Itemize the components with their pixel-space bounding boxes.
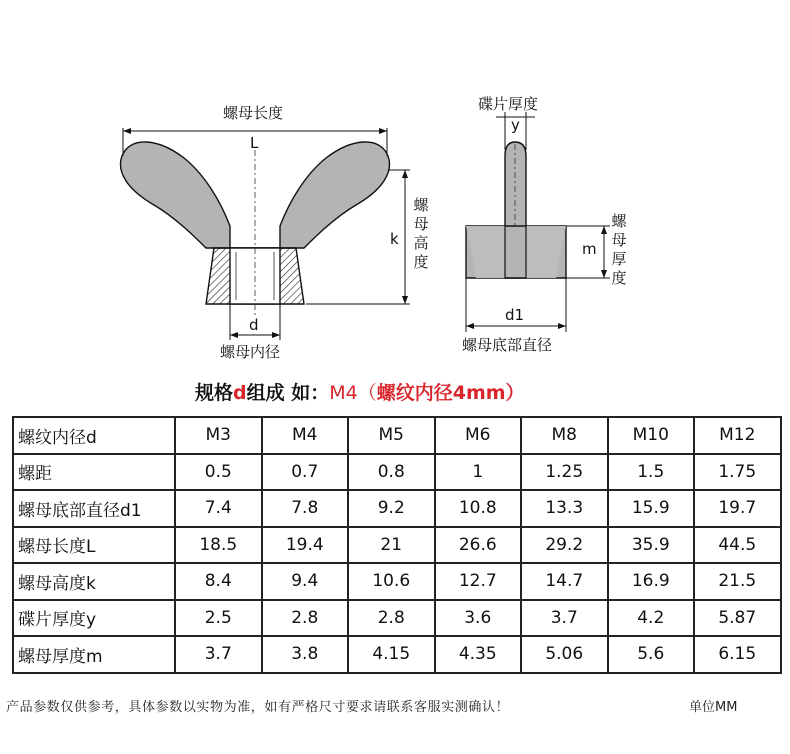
table-cell: 2.8 (348, 600, 435, 637)
length-title: 螺母长度 (223, 104, 284, 122)
spec-example: M4（ (329, 382, 377, 404)
base-thickness-title-char: 螺 (611, 212, 627, 230)
table-cell: 26.6 (435, 527, 522, 564)
table-cell: 6.15 (694, 636, 781, 673)
table-cell: 7.8 (262, 490, 349, 527)
table-cell: 4.15 (348, 636, 435, 673)
base-diameter-symbol: d1 (505, 306, 525, 324)
table-cell: 15.9 (608, 490, 695, 527)
table-row (13, 636, 781, 673)
height-title (412, 196, 430, 272)
table-cell: 18.5 (175, 527, 262, 564)
table-cell: 3.6 (435, 600, 522, 637)
table-cell: M12 (694, 417, 781, 454)
table-row (13, 454, 781, 491)
table-cell: 12.7 (435, 563, 522, 600)
height-title-char: 度 (413, 253, 429, 271)
table-cell: 1.25 (521, 454, 608, 491)
table-cell: 3.7 (521, 600, 608, 637)
spec-example-line (195, 378, 525, 405)
thickness-symbol: y (511, 116, 520, 134)
table-cell: 19.7 (694, 490, 781, 527)
height-title-char: 螺 (413, 196, 429, 214)
base-thickness-title (610, 212, 628, 288)
table-cell: 4.35 (435, 636, 522, 673)
row-header: 碟片厚度y (13, 600, 175, 637)
unit-label: 单位MM (689, 700, 738, 715)
table-cell: M4 (262, 417, 349, 454)
table-cell: 8.4 (175, 563, 262, 600)
base-thickness-symbol: m (582, 240, 597, 258)
row-header: 螺母长度L (13, 527, 175, 564)
spec-example-desc: 螺纹内径4mm） (376, 382, 525, 404)
table-cell: 1 (435, 454, 522, 491)
table-row (13, 490, 781, 527)
table-cell: 10.6 (348, 563, 435, 600)
table-cell: 1.75 (694, 454, 781, 491)
length-symbol: L (250, 134, 259, 152)
spec-table (12, 416, 782, 674)
front-view (120, 128, 410, 340)
table-cell: M8 (521, 417, 608, 454)
table-row (13, 417, 781, 454)
height-title-char: 高 (413, 234, 429, 252)
table-cell: 3.8 (262, 636, 349, 673)
table-cell: 19.4 (262, 527, 349, 564)
table-cell: 2.5 (175, 600, 262, 637)
row-header: 螺纹内径d (13, 417, 175, 454)
spec-d: d (233, 382, 247, 404)
table-cell: M3 (175, 417, 262, 454)
table-cell: 2.8 (262, 600, 349, 637)
table-cell: 0.7 (262, 454, 349, 491)
table-cell: 44.5 (694, 527, 781, 564)
table-cell: 9.4 (262, 563, 349, 600)
thickness-title: 碟片厚度 (478, 95, 539, 113)
inner-diameter-title: 螺母内径 (220, 343, 281, 361)
row-header: 螺距 (13, 454, 175, 491)
table-cell: 13.3 (521, 490, 608, 527)
table-cell: 10.8 (435, 490, 522, 527)
disclaimer-note: 产品参数仅供参考，具体参数以实物为准，如有严格尺寸要求请联系客服实测确认！ (6, 700, 510, 715)
table-cell: 4.2 (608, 600, 695, 637)
table-cell: 7.4 (175, 490, 262, 527)
table-cell: 9.2 (348, 490, 435, 527)
height-title-char: 母 (413, 215, 429, 233)
table-cell: 21 (348, 527, 435, 564)
table-row (13, 527, 781, 564)
table-cell: 5.6 (608, 636, 695, 673)
base-diameter-title: 螺母底部直径 (462, 336, 553, 354)
table-cell: 0.8 (348, 454, 435, 491)
row-header: 螺母高度k (13, 563, 175, 600)
spec-prefix: 规格 (195, 382, 234, 404)
table-row (13, 600, 781, 637)
table-row (13, 563, 781, 600)
spec-middle: 组成 如： (246, 382, 330, 404)
inner-diameter-symbol: d (249, 316, 259, 334)
table-cell: 3.7 (175, 636, 262, 673)
base-thickness-title-char: 度 (611, 269, 627, 287)
base-thickness-title-char: 厚 (611, 250, 627, 268)
table-cell: M6 (435, 417, 522, 454)
side-view (466, 112, 610, 332)
table-cell: 1.5 (608, 454, 695, 491)
table-cell: 5.06 (521, 636, 608, 673)
table-cell: 14.7 (521, 563, 608, 600)
table-cell: M5 (348, 417, 435, 454)
table-cell: 21.5 (694, 563, 781, 600)
table-cell: 16.9 (608, 563, 695, 600)
row-header: 螺母厚度m (13, 636, 175, 673)
table-cell: 5.87 (694, 600, 781, 637)
table-cell: M10 (608, 417, 695, 454)
table-cell: 29.2 (521, 527, 608, 564)
base-thickness-title-char: 母 (611, 231, 627, 249)
table-cell: 0.5 (175, 454, 262, 491)
row-header: 螺母底部直径d1 (13, 490, 175, 527)
table-cell: 35.9 (608, 527, 695, 564)
height-symbol: k (390, 230, 399, 248)
